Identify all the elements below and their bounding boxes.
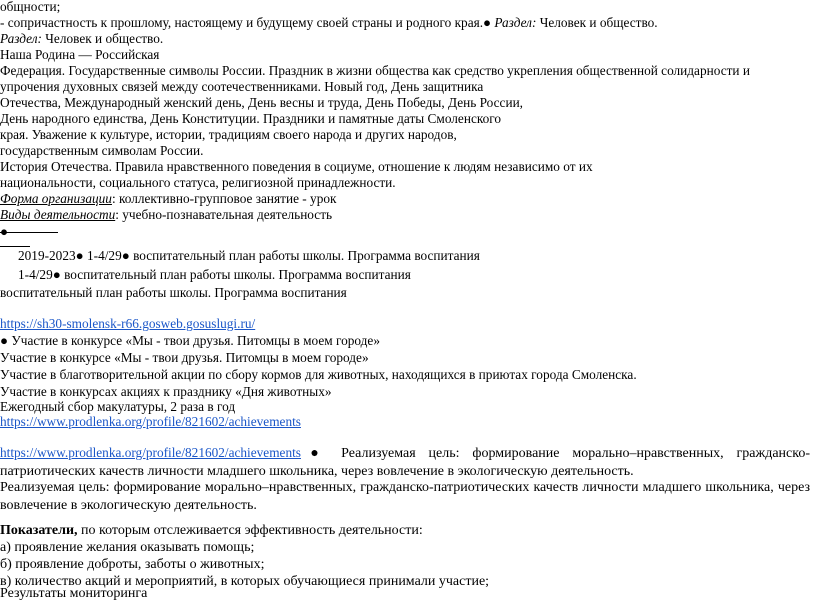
text-line: Наша Родина — Российская — [0, 47, 160, 62]
bullet-icon: ● — [0, 224, 9, 239]
paragraph: Реализуемая цель: формирование морально–нравственных, гражданско-патриотических качеств личности младшего школьника, через вовлечение в экологическую деятельность. — [0, 480, 810, 513]
text-line: Форма организации: коллективно-групповое занятие - урок — [0, 191, 337, 206]
bullet-icon: ● — [483, 15, 492, 30]
text-line: Результаты мониторинга — [0, 586, 148, 601]
text-line — [0, 413, 301, 430]
text-line: национальности, социального статуса, религиозной принадлежности. — [0, 175, 396, 190]
text-line: упрочения духовных связей между соотечественниками. Новый год, День защитника — [0, 79, 484, 94]
text-line: Федерация. Государственные символы России. Праздник в жизни общества как средство укрепления общественной солидарности и — [0, 63, 750, 78]
text-line: - сопричастность к прошлому, настоящему и будущему своей страны и родного края.● Раздел: Человек и общество. — [0, 15, 658, 30]
bullet-icon: ● — [52, 267, 61, 282]
text-line: Отечества, Международный женский день, День весны и труда, День Победы, День России, — [0, 95, 524, 110]
text-line: Показатели, по которым отслеживается эффективность деятельности: — [0, 523, 423, 538]
prodlenka-link[interactable]: https://www.prodlenka.org/profile/821602/achievements — [0, 414, 301, 429]
text-line: ● Участие в конкурсе «Мы - твои друзья. Питомцы в моем городе» — [0, 333, 380, 348]
text-line — [0, 315, 255, 332]
list-item: в) количество акций и мероприятий, в которых обучающиеся принимали участие; — [0, 574, 490, 589]
text-line: 1-4/29● воспитательный план работы школы. Программа воспитания — [18, 267, 411, 282]
bullet-icon: ● — [0, 333, 9, 348]
prodlenka-link[interactable]: https://www.prodlenka.org/profile/821602/achievements — [0, 445, 301, 460]
text-line: Ежегодный сбор макулатуры, 2 раза в год — [0, 399, 236, 414]
text-line: Виды деятельности: учебно-познавательная деятельность — [0, 207, 333, 222]
text-line: История Отечества. Правила нравственного поведения в социуме, отношение к людям независимо от их — [0, 159, 593, 174]
text-line: Участие в конкурсах акциях к празднику «Дня животных» — [0, 384, 332, 399]
text-line: День народного единства, День Конституции. Праздники и памятные даты Смоленского — [0, 111, 502, 126]
list-item: а) проявление желания оказывать помощь; — [0, 540, 255, 555]
divider — [0, 232, 58, 233]
list-item: б) проявление доброты, заботы о животных; — [0, 557, 265, 572]
text-line: Участие в конкурсе «Мы - твои друзья. Питомцы в моем городе» — [0, 350, 369, 365]
bullet-icon: ● — [300, 446, 329, 461]
school-site-link[interactable]: https://sh30-smolensk-r66.gosweb.gosuslugi.ru/ — [0, 316, 256, 331]
text-line: Раздел: Человек и общество. — [0, 31, 164, 46]
text-line: 2019-2023● 1-4/29● воспитательный план работы школы. Программа воспитания — [18, 248, 480, 263]
text-line: государственным символам России. — [0, 143, 204, 158]
bullet-icon: ● — [75, 248, 84, 263]
paragraph: https://www.prodlenka.org/profile/821602/achievements● Реализуемая цель: формирование морально–нравственных, гражданско-патриотических качеств личности младшего школьника, через вовлечение в экологическую деятельность. — [0, 445, 810, 479]
bullet-icon: ● — [121, 248, 130, 263]
text-line: общности; — [0, 0, 61, 14]
text-line: воспитательный план работы школы. Программа воспитания — [0, 285, 347, 300]
text-line: Участие в благотворительной акции по сбору кормов для животных, находящихся в приютах города Смоленска. — [0, 367, 637, 382]
text-line: края. Уважение к культуре, истории, традициям своего народа и других народов, — [0, 127, 457, 142]
